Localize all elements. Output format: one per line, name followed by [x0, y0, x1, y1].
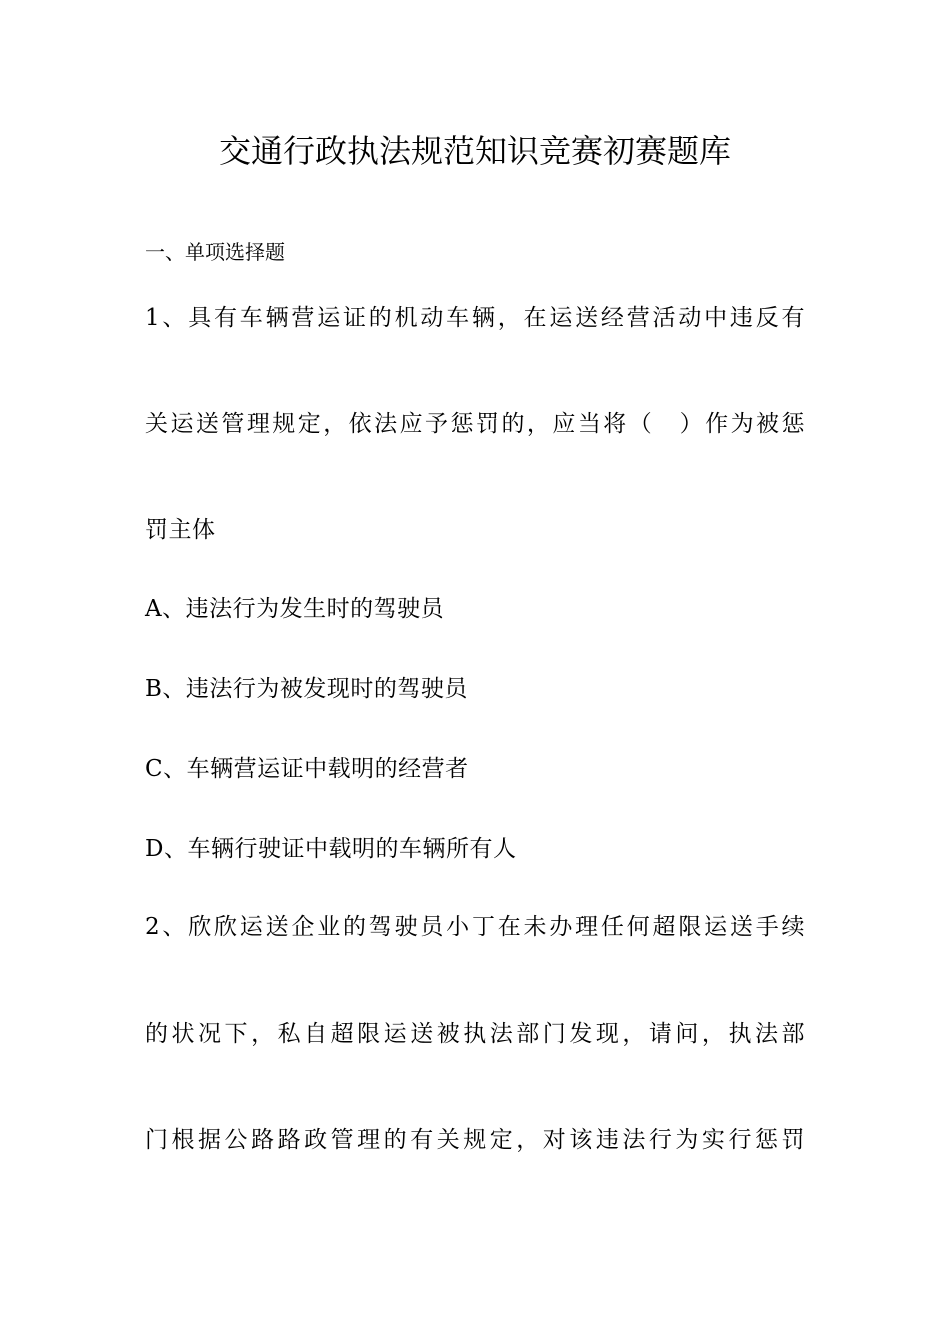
- question-1-line-2: 关运送管理规定，依法应予惩罚的，应当将（ ）作为被惩: [145, 411, 805, 437]
- section-heading: 一、单项选择题: [145, 240, 285, 264]
- document-title: 交通行政执法规范知识竞赛初赛题库: [218, 132, 731, 170]
- question-1-option-d: D、车辆行驶证中载明的车辆所有人: [145, 836, 517, 862]
- question-1-option-c: C、车辆营运证中载明的经营者: [145, 756, 469, 782]
- question-1-line-1: 1、具有车辆营运证的机动车辆，在运送经营活动中违反有: [145, 305, 805, 331]
- question-2-line-3: 门根据公路路政管理的有关规定，对该违法行为实行惩罚: [145, 1127, 805, 1153]
- question-2-line-1: 2、欣欣运送企业的驾驶员小丁在未办理任何超限运送手续: [145, 914, 805, 940]
- question-1-option-a: A、违法行为发生时的驾驶员: [145, 596, 445, 622]
- question-1-option-b: B、违法行为被发现时的驾驶员: [145, 676, 468, 702]
- question-1-line-3: 罚主体: [145, 517, 216, 543]
- question-2-line-2: 的状况下，私自超限运送被执法部门发现，请问，执法部: [145, 1021, 805, 1047]
